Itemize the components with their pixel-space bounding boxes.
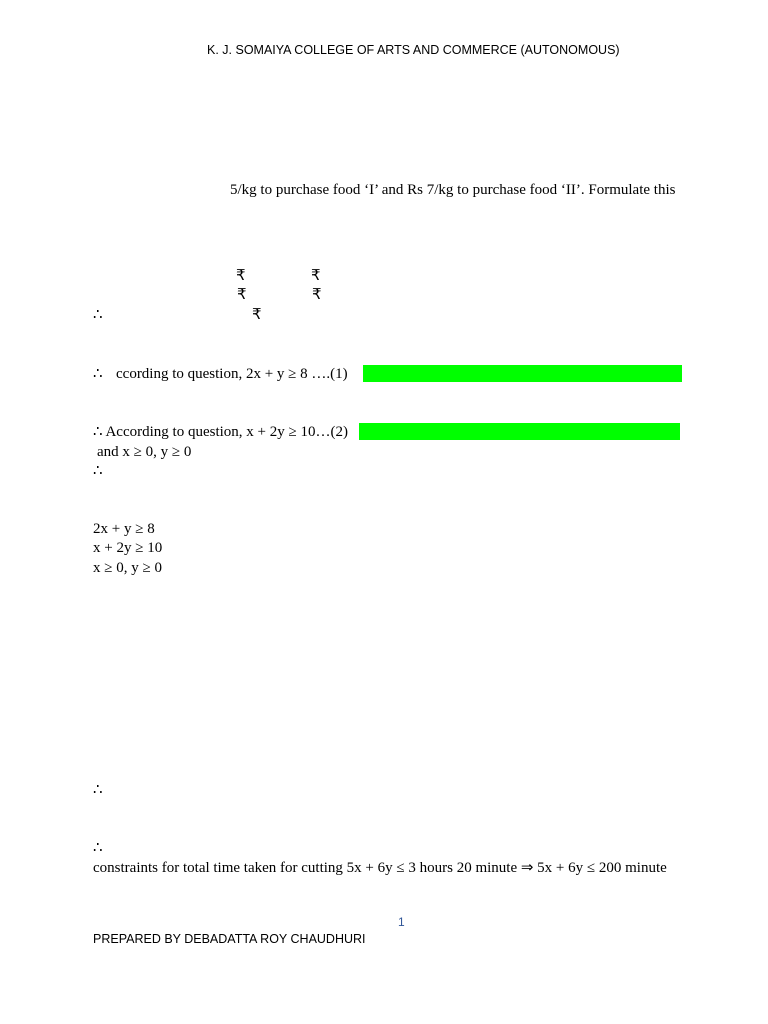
rupee-symbol: ₹ — [237, 287, 247, 303]
summary-line-1: 2x + y ≥ 8 — [93, 521, 155, 537]
highlight-bar — [363, 365, 682, 382]
rupee-symbol: ₹ — [252, 307, 262, 323]
summary-line-2: x + 2y ≥ 10 — [93, 540, 163, 556]
summary-line-3: x ≥ 0, y ≥ 0 — [93, 560, 162, 576]
therefore-symbol: ∴ — [93, 782, 103, 798]
therefore-symbol: ∴ — [93, 307, 103, 323]
constraint-2-text: ∴ According to question, x + 2y ≥ 10…(2) — [93, 424, 348, 440]
question-fragment: 5/kg to purchase food ‘I’ and Rs 7/kg to purchase food ‘II’. Formulate this — [230, 182, 676, 198]
page-header: K. J. SOMAIYA COLLEGE OF ARTS AND COMMERCE (AUTONOMOUS) — [207, 43, 620, 57]
therefore-symbol: ∴ — [93, 366, 103, 382]
rupee-symbol: ₹ — [312, 287, 322, 303]
page-number: 1 — [398, 915, 405, 929]
time-constraint-text: constraints for total time taken for cutting 5x + 6y ≤ 3 hours 20 minute ⇒ 5x + 6y ≤ 200 minute — [93, 860, 667, 876]
rupee-symbol: ₹ — [236, 268, 246, 284]
non-negativity-text: and x ≥ 0, y ≥ 0 — [97, 444, 192, 460]
therefore-symbol: ∴ — [93, 463, 103, 479]
therefore-symbol: ∴ — [93, 840, 103, 856]
page-footer: PREPARED BY DEBADATTA ROY CHAUDHURI — [93, 932, 366, 946]
constraint-1-text: ccording to question, 2x + y ≥ 8 ….(1) — [116, 366, 348, 382]
highlight-bar — [359, 423, 680, 440]
rupee-symbol: ₹ — [311, 268, 321, 284]
